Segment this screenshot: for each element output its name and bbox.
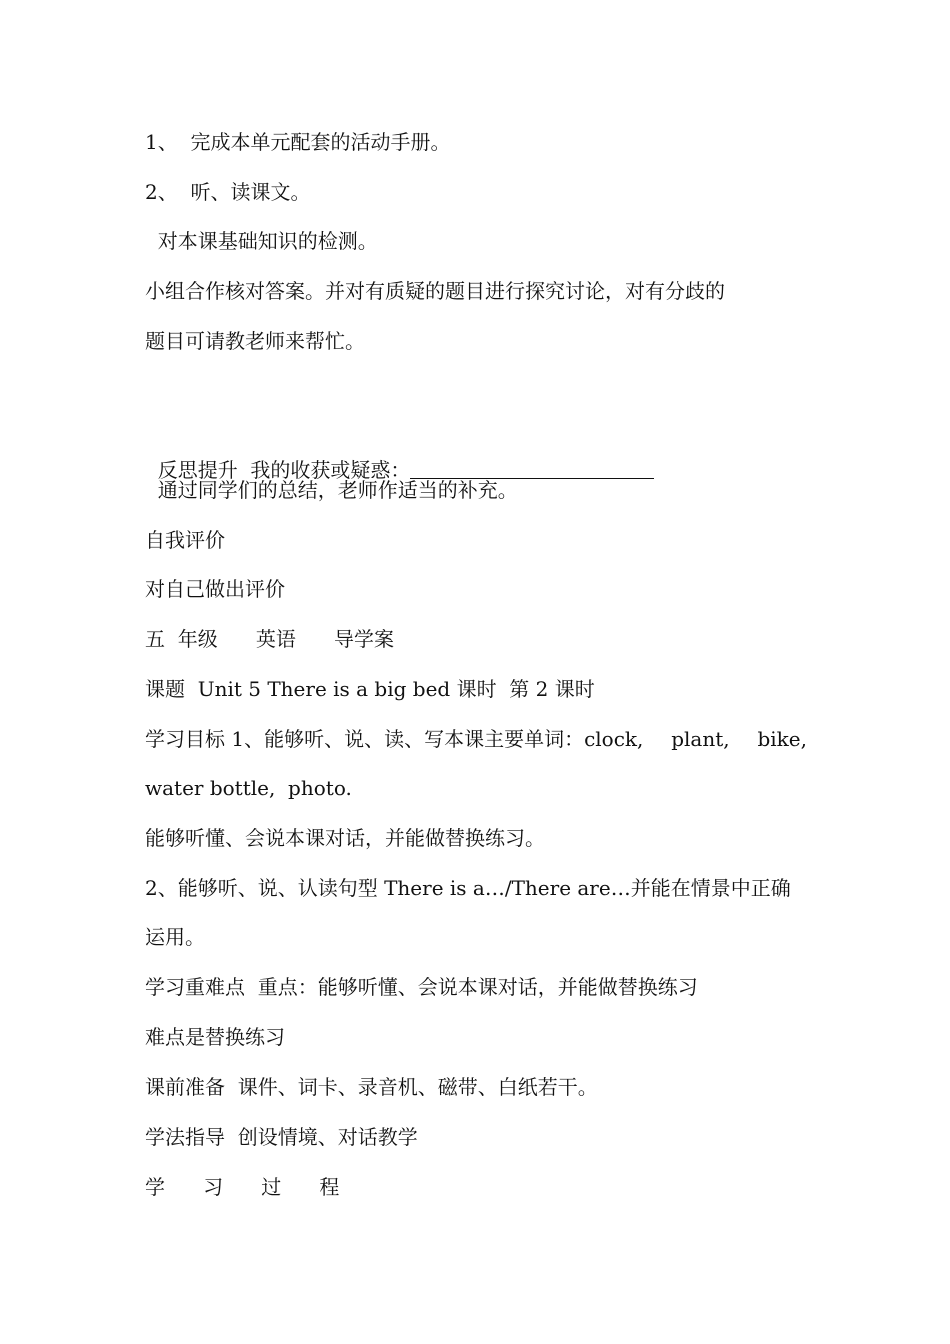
text-line: 2、 听、读课文。 [145, 180, 311, 204]
word-bike: bike, [757, 727, 807, 751]
text-line: 题目可请教老师来帮忙。 [145, 329, 365, 353]
lesson-title: 课题 Unit 5 There is a big bed 课时 第 2 课时 [145, 677, 595, 701]
section-heading: 学 习 过 程 [145, 1175, 340, 1199]
reflection-label: 反思提升 我的收获或疑惑： [157, 458, 411, 482]
text-line: 通过同学们的总结，老师作适当的补充。 [145, 478, 518, 502]
text-line: water bottle, photo. [145, 776, 352, 800]
objectives-line [145, 724, 807, 754]
text-line: 能够听懂、会说本课对话，并能做替换练习。 [145, 826, 545, 850]
text-line: 难点是替换练习 [145, 1025, 285, 1049]
text-line: 对自己做出评价 [145, 577, 285, 601]
text-line: 小组合作核对答案。并对有质疑的题目进行探究讨论，对有分歧的 [145, 279, 725, 303]
text-line: 课前准备 课件、词卡、录音机、磁带、白纸若干。 [145, 1075, 598, 1099]
header-line: 五 年级 英语 导学案 [145, 627, 395, 651]
text-line: 学习重难点 重点：能够听懂、会说本课对话，并能做替换练习 [145, 975, 698, 999]
objectives-text: 学习目标 1、能够听、说、读、写本课主要单词：clock, [145, 727, 644, 751]
text-line: 自我评价 [145, 528, 225, 552]
text-line: 运用。 [145, 925, 205, 949]
text-line: 2、能够听、说、认读句型 There is a…/There are…并能在情景中正确 [145, 876, 791, 900]
text-line: 学法指导 创设情境、对话教学 [145, 1125, 418, 1149]
word-plant: plant, [671, 727, 730, 751]
text-line: 1、 完成本单元配套的活动手册。 [145, 130, 451, 154]
text-line: 对本课基础知识的检测。 [145, 229, 378, 253]
